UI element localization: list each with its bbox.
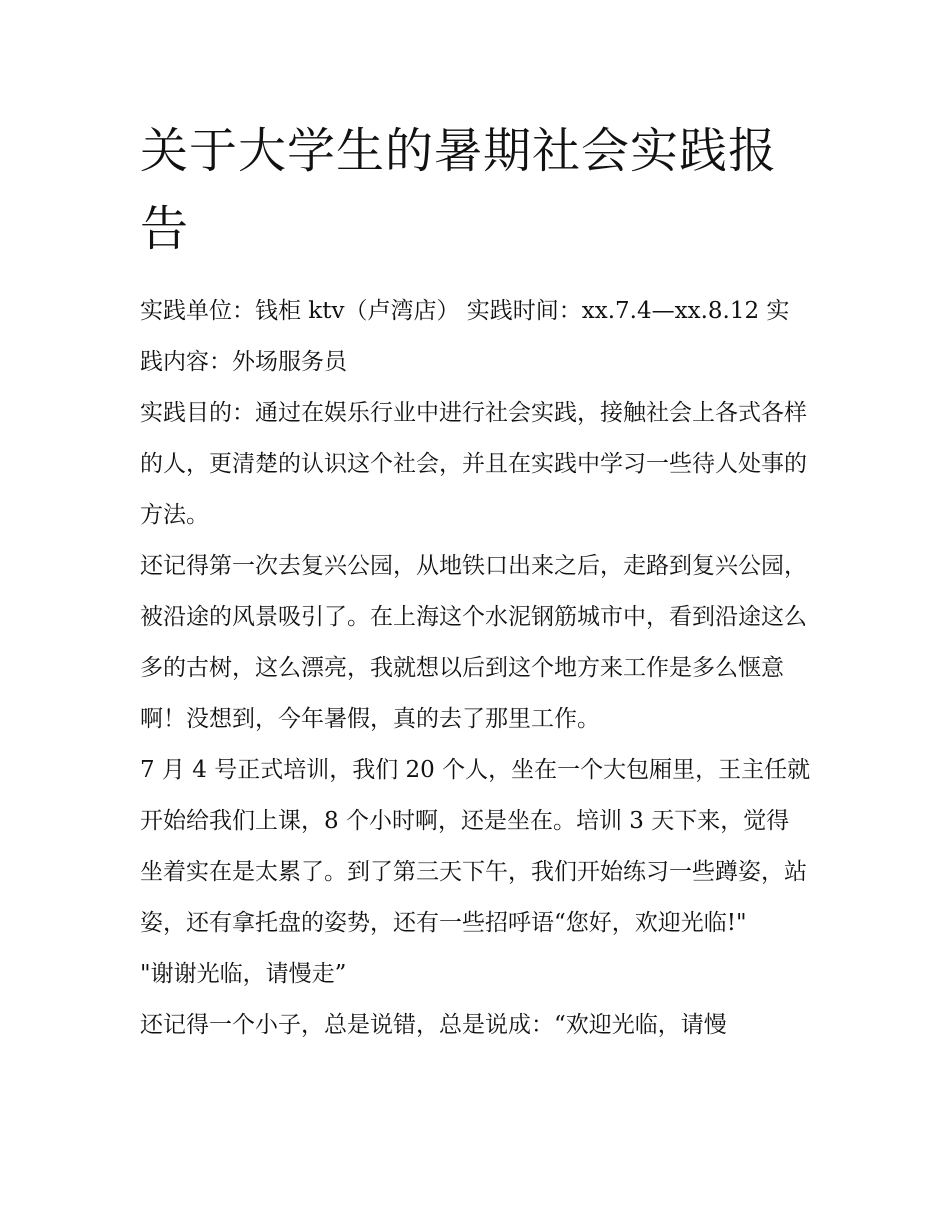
paragraph-fuxing-park: 还记得第一次去复兴公园，从地铁口出来之后，走路到复兴公园，被沿途的风景吸引了。在上海这个水泥钢筋城市中，看到沿途这么多的古树，这么漂亮，我就想以后到这个地方来工作是多么惬意啊！没想到，今年暑假，真的去了那里工作。 <box>140 553 807 732</box>
paragraph-mistake-story: 还记得一个小子，总是说错，总是说成：“欢迎光临，请慢 <box>140 1012 727 1038</box>
paragraph-practice-info: 实践单位：钱柜 ktv（卢湾店） 实践时间：xx.7.4—xx.8.12 实践内容：外场服务员 <box>140 298 790 375</box>
paragraph-practice-purpose: 实践目的：通过在娱乐行业中进行社会实践，接触社会上各式各样的人，更清楚的认识这个社会，并且在实践中学习一些待人处事的方法。 <box>140 400 807 528</box>
paragraph-training: 7 月 4 号正式培训，我们 20 个人，坐在一个大包厢里，王主任就开始给我们上课，8 个小时啊，还是坐在。培训 3 天下来，觉得坐着实在是太累了。到了第三天下午，我们开始练习一些蹲姿，站姿，还有拿托盘的姿势，还有一些招呼语“您好，欢迎光临!" <box>140 757 811 936</box>
document-body <box>140 112 812 1051</box>
document-title: 关于大学生的暑期社会实践报告 <box>140 123 778 257</box>
paragraph-farewell-greeting: "谢谢光临，请慢走” <box>140 961 347 987</box>
